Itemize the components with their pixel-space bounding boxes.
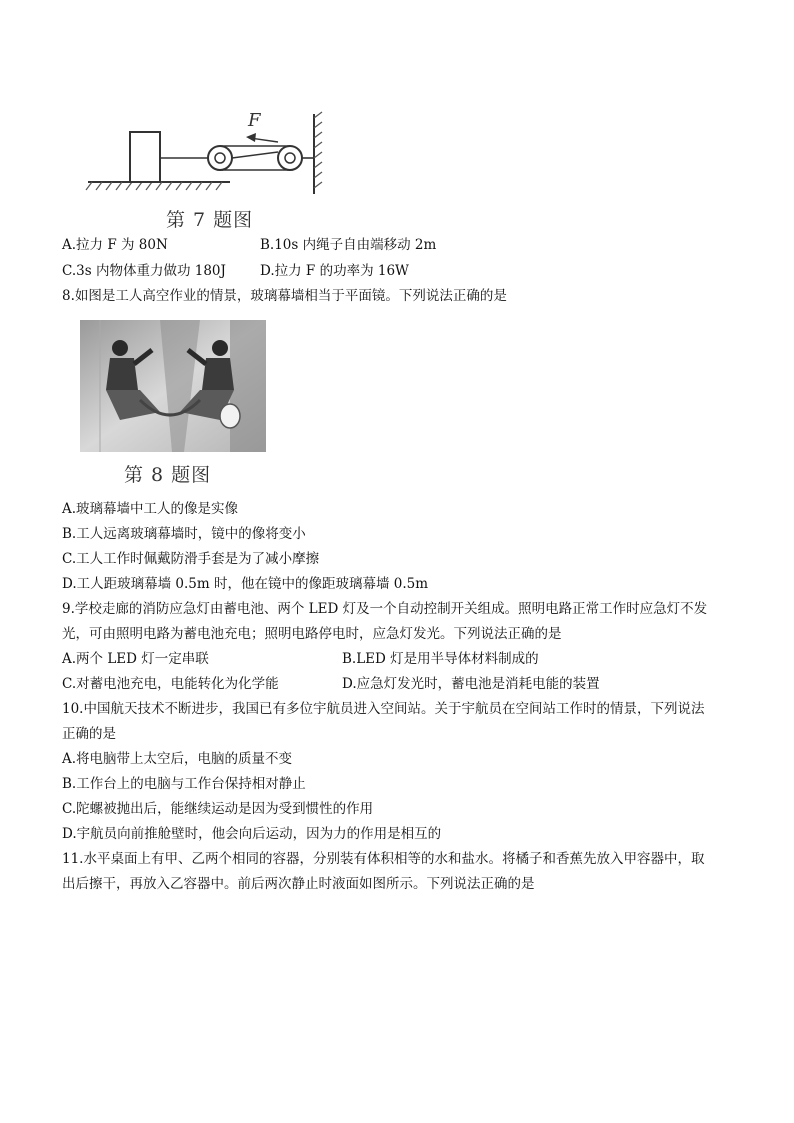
q9-stem-line2: 光，可由照明电路为蓄电池充电；照明电路停电时，应急灯发光。下列说法正确的是: [62, 626, 562, 642]
q8-figure-caption: 第 8 题图: [124, 464, 212, 486]
q10-option-c: C.陀螺被抛出后，能继续运动是因为受到惯性的作用: [62, 801, 374, 817]
q8-stem: 8.如图是工人高空作业的情景，玻璃幕墙相当于平面镜。下列说法正确的是: [62, 288, 507, 304]
force-label: F: [248, 110, 261, 131]
q7-figure-caption: 第 7 题图: [166, 209, 254, 231]
q9-option-d: D.应急灯发光时，蓄电池是消耗电能的装置: [342, 676, 600, 692]
q8-option-b: B.工人远离玻璃幕墙时，镜中的像将变小: [62, 526, 306, 542]
q10-option-b: B.工作台上的电脑与工作台保持相对静止: [62, 776, 306, 792]
q9-option-a: A.两个 LED 灯一定串联: [62, 651, 209, 667]
q7-figure: [80, 110, 330, 202]
q7-option-a: A.拉力 F 为 80N: [62, 237, 168, 253]
q9-stem-line1: 9.学校走廊的消防应急灯由蓄电池、两个 LED 灯及一个自动控制开关组成。照明电路正常工作时应急灯不发: [62, 601, 708, 617]
q8-photo: [80, 320, 266, 452]
q7-option-c: C.3s 内物体重力做功 180J: [62, 263, 226, 279]
q8-option-a: A.玻璃幕墙中工人的像是实像: [62, 501, 239, 517]
q10-option-d: D.宇航员向前推舱壁时，他会向后运动，因为力的作用是相互的: [62, 826, 442, 842]
q11-stem-line1: 11.水平桌面上有甲、乙两个相同的容器，分别装有体积相等的水和盐水。将橘子和香蕉先放入甲容器中，取: [62, 851, 705, 867]
q10-stem-line1: 10.中国航天技术不断进步，我国已有多位宇航员进入空间站。关于宇航员在空间站工作时的情景，下列说法: [62, 701, 705, 717]
q10-stem-line2: 正确的是: [62, 726, 116, 742]
q9-option-c: C.对蓄电池充电，电能转化为化学能: [62, 676, 279, 692]
q8-option-d: D.工人距玻璃幕墙 0.5m 时，他在镜中的像距玻璃幕墙 0.5m: [62, 576, 429, 592]
q9-option-b: B.LED 灯是用半导体材料制成的: [342, 651, 539, 667]
q10-option-a: A.将电脑带上太空后，电脑的质量不变: [62, 751, 293, 767]
q8-option-c: C.工人工作时佩戴防滑手套是为了减小摩擦: [62, 551, 320, 567]
q7-option-b: B.10s 内绳子自由端移动 2m: [260, 237, 437, 253]
q7-option-d: D.拉力 F 的功率为 16W: [260, 263, 409, 279]
block: [130, 132, 160, 182]
q11-stem-line2: 出后擦干，再放入乙容器中。前后两次静止时液面如图所示。下列说法正确的是: [62, 876, 535, 892]
